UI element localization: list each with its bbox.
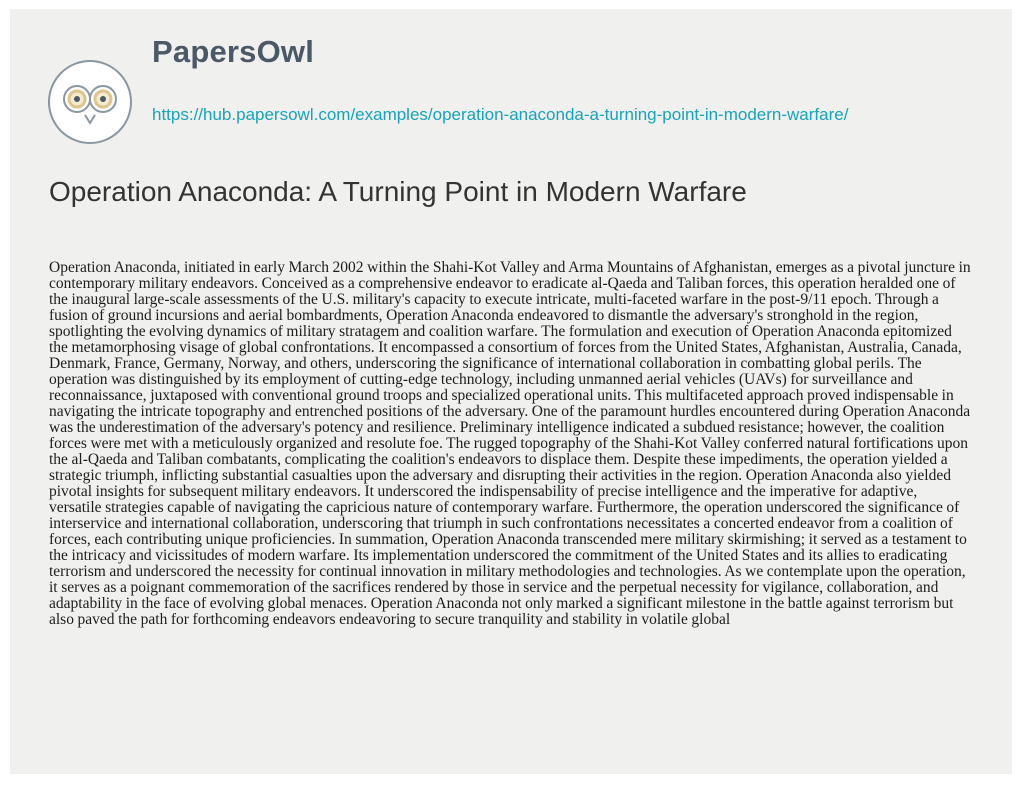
brand-name: PapersOwl — [152, 34, 315, 69]
source-url-link[interactable]: https://hub.papersowl.com/examples/operation-anaconda-a-turning-point-in-modern-warfare/ — [152, 105, 849, 124]
page-title: Operation Anaconda: A Turning Point in Modern Warfare — [49, 176, 747, 207]
owl-eyes-logo-icon — [47, 59, 133, 145]
essay-body-text: Operation Anaconda, initiated in early March 2002 within the Shahi-Kot Valley and Arma Mountains of Afghanistan, emerges as a pivotal juncture in contemporary military endeavors. Conceived as a comprehensive endeavor to eradicate al-Qaeda and Taliban forces, this operation heralded one of the inaugural large-scale assessments of the U.S. military's capacity to execute intricate, multi-faceted warfare in the post-9/11 epoch. Through a fusion of ground incursions and aerial bombardments, Operation Anaconda endeavored to dismantle the adversary's stronghold in the region, spotlighting the evolving dynamics of military stratagem and coalition warfare. The formulation and execution of Operation Anaconda epitomized the metamorphosing visage of global confrontations. It encompassed a consortium of forces from the United States, Afghanistan, Australia, Canada, Denmark, France, Germany, Norway, and others, underscoring the significance of international collaboration in combatting global perils. The operation was distinguished by its employment of cutting-edge technology, including unmanned aerial vehicles (UAVs) for surveillance and reconnaissance, juxtaposed with conventional ground troops and specialized operational units. This multifaceted approach proved indispensable in navigating the intricate topography and entrenched positions of the adversary. One of the paramount hurdles encountered during Operation Anaconda was the underestimation of the adversary's potency and resilience. Preliminary intelligence indicated a subdued resistance; however, the coalition forces were met with a meticulously organized and resolute foe. The rugged topography of the Shahi-Kot Valley conferred natural fortifications upon the al-Qaeda and Taliban combatants, complicating the coalition's endeavors to displace them. Despite these impediments, the operation yielded a strategic triumph, inflicting substantial casualties upon the adversary and disrupting their activities in the region. Operation Anaconda also yielded pivotal insights for subsequent military endeavors. It underscored the indispensability of precise intelligence and the imperative for adaptive, versatile strategies capable of navigating the capricious nature of contemporary warfare. Furthermore, the operation underscored the significance of interservice and international collaboration, underscoring that triumph in such confrontations necessitates a concerted endeavor from a coalition of forces, each contributing unique proficiencies. In summation, Operation Anaconda transcended mere military skirmishing; it served as a testament to the intricacy and vicissitudes of modern warfare. Its implementation underscored the commitment of the United States and its allies to eradicating terrorism and underscored the necessity for continual innovation in military methodologies and technologies. As we contemplate upon the operation, it serves as a poignant commemoration of the sacrifices rendered by those in service and the perpetual necessity for vigilance, collaboration, and adaptability in the face of evolving global menaces. Operation Anaconda not only marked a significant milestone in the battle against terrorism but also paved the path for forthcoming endeavors endeavoring to secure tranquility and stability in volatile global — [49, 260, 971, 628]
